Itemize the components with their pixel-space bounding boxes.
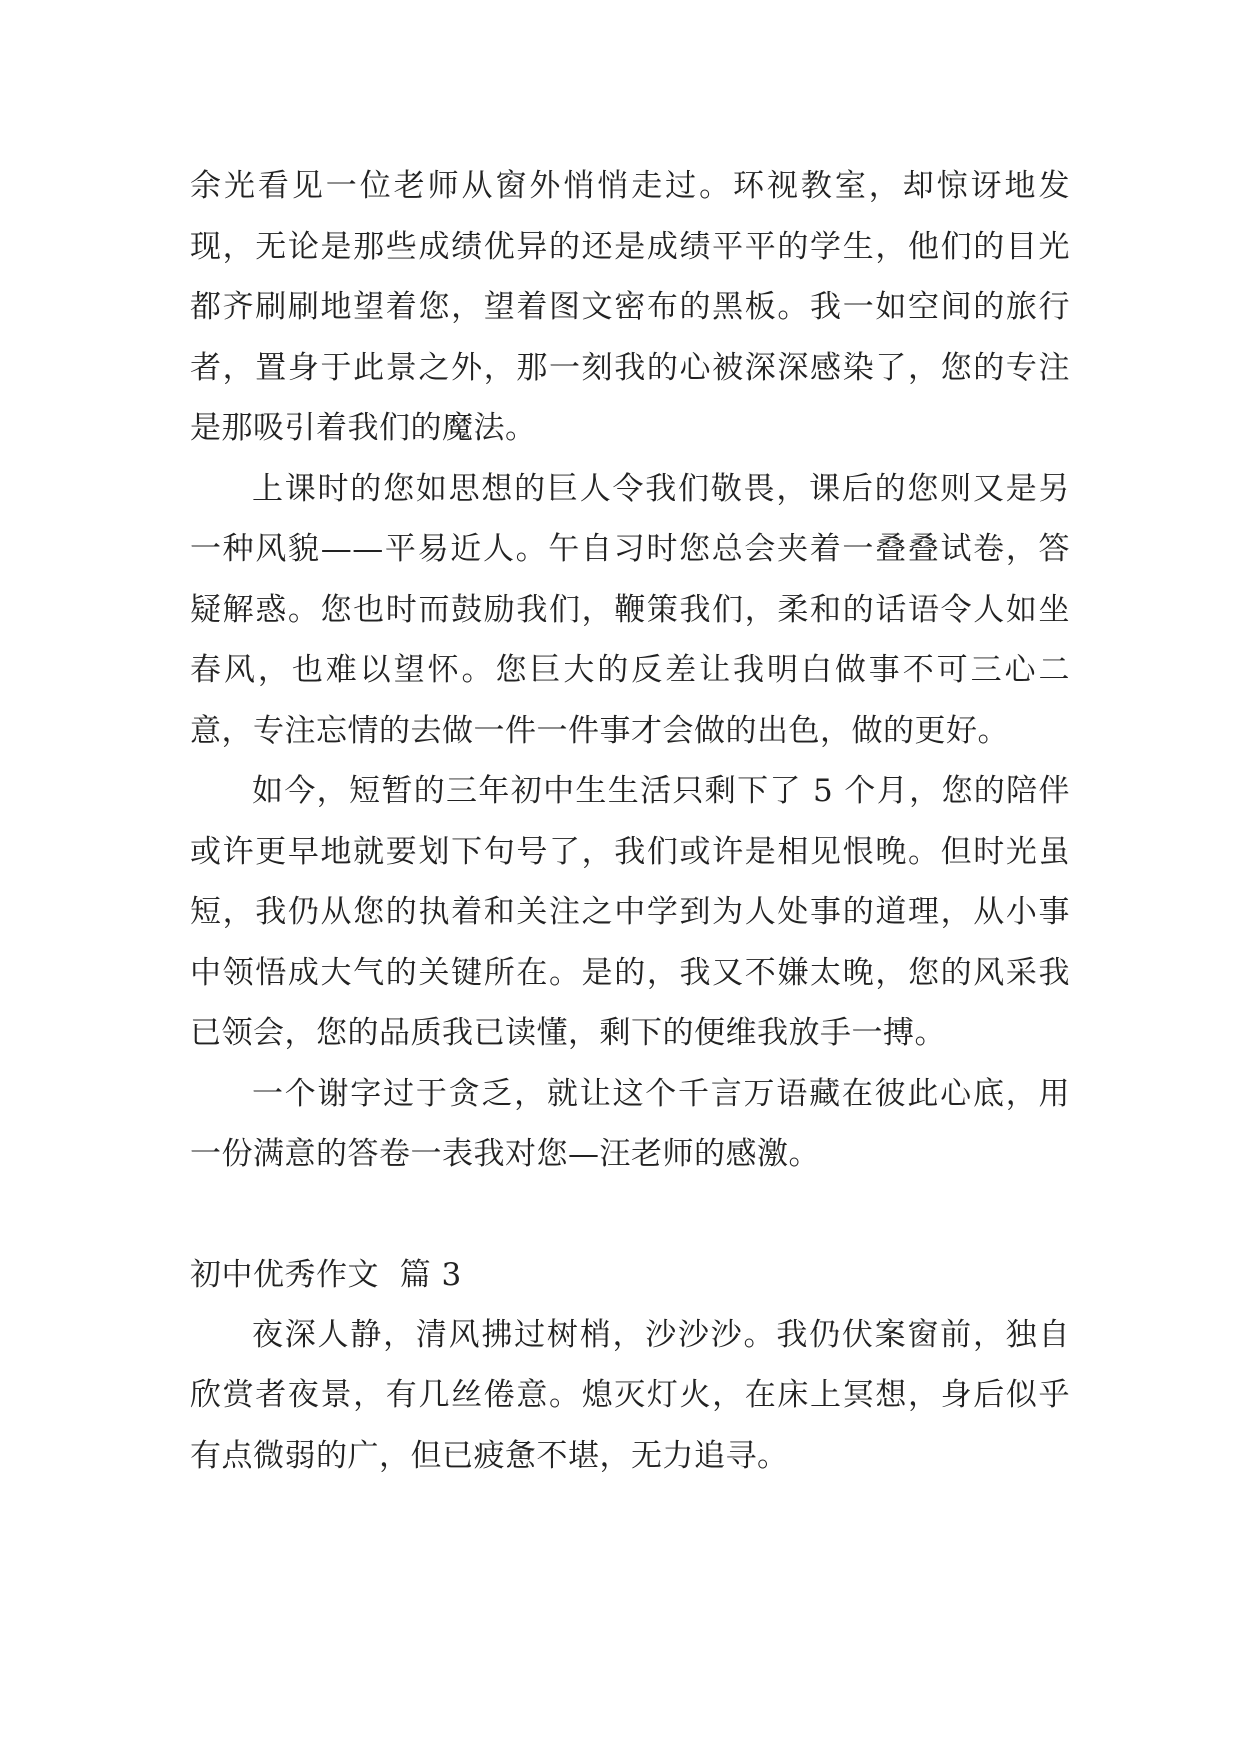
paragraph-3: 如今，短暂的三年初中生生活只剩下了 5 个月，您的陪伴或许更早地就要划下句号了，我们或许是相见恨晚。但时光虽短，我仍从您的执着和关注之中学到为人处事的道理，从小事中领悟成大气的关键所在。是的，我又不嫌太晚，您的风采我已领会，您的品质我已读懂，剩下的便维我放手一搏。 (190, 773, 1070, 1051)
section-heading: 初中优秀作文 篇 3 (190, 1256, 462, 1293)
paragraph-4: 一个谢字过于贪乏，就让这个千言万语藏在彼此心底，用一份满意的答卷一表我对您—汪老师的感激。 (190, 1075, 1070, 1172)
paragraph-2: 上课时的您如思想的巨人令我们敬畏，课后的您则又是另一种风貌——平易近人。午自习时您总会夹着一叠叠试卷，答疑解惑。您也时而鼓励我们，鞭策我们，柔和的话语令人如坐春风，也难以望怀。您巨大的反差让我明白做事不可三心二意，专注忘情的去做一件一件事才会做的出色，做的更好。 (190, 470, 1070, 749)
document-body (190, 156, 1070, 1486)
paragraph-1: 余光看见一位老师从窗外悄悄走过。环视教室，却惊讶地发现，无论是那些成绩优异的还是成绩平平的学生，他们的目光都齐刷刷地望着您，望着图文密布的黑板。我一如空间的旅行者，置身于此景之外，那一刻我的心被深深感染了，您的专注是那吸引着我们的魔法。 (190, 168, 1070, 446)
section-paragraph-1: 夜深人静，清风拂过树梢，沙沙沙。我仍伏案窗前，独自欣赏者夜景，有几丝倦意。熄灭灯火，在床上冥想，身后似乎有点微弱的广，但已疲惫不堪，无力追寻。 (190, 1316, 1070, 1474)
section-spacer (190, 1185, 1070, 1245)
